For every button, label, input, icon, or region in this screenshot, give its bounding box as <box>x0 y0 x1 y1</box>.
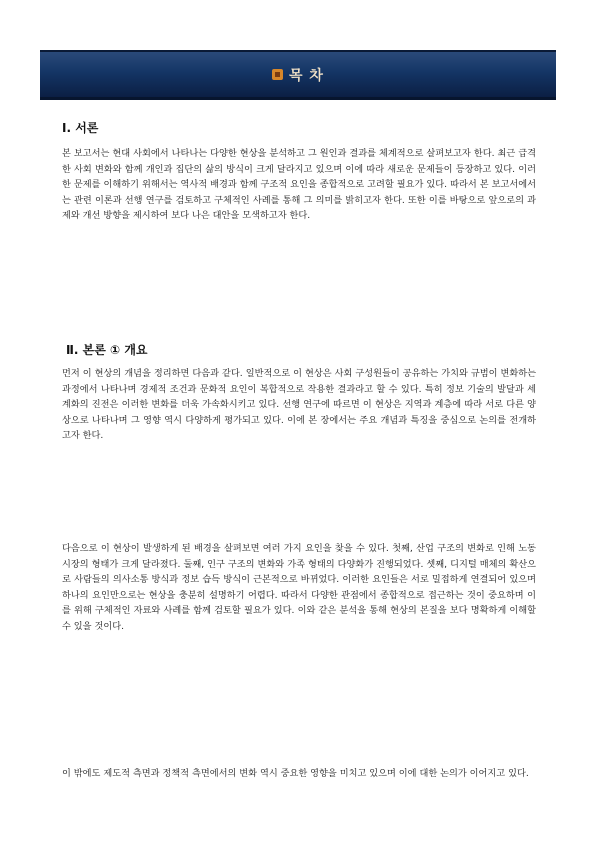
title-banner <box>40 50 556 100</box>
paragraph-body-2: 다음으로 이 현상이 발생하게 된 배경을 살펴보면 여러 가지 요인을 찾을 수 있다. 첫째, 산업 구조의 변화로 인해 노동 시장의 형태가 크게 달라졌다. 둘째, 인구 구조의 변화와 가족 형태의 다양화가 진행되었다. 셋째, 디지털 매체의 확산으로 사람들의 의사소통 방식과 정보 습득 방식이 근본적으로 바뀌었다. 이러한 요인들은 서로 밀접하게 연결되어 있으며 하나의 요인만으로는 현상을 충분히 설명하기 어렵다. 따라서 다양한 관점에서 종합적으로 접근하는 것이 중요하며 이를 위해 구체적인 자료와 사례를 함께 검토할 필요가 있다. 이와 같은 분석을 통해 현상의 본질을 보다 명확하게 이해할 수 있을 것이다. <box>62 543 536 632</box>
paragraph-body-1: 먼저 이 현상의 개념을 정리하면 다음과 같다. 일반적으로 이 현상은 사회 구성원들이 공유하는 가치와 규범이 변화하는 과정에서 나타나며 경제적 조건과 문화적 요인이 복합적으로 작용한 결과라고 할 수 있다. 특히 정보 기술의 발달과 세계화의 진전은 이러한 변화를 더욱 가속화시키고 있다. 선행 연구에 따르면 이 현상은 지역과 계층에 따라 서로 다른 양상으로 나타나며 그 영향 역시 다양하게 평가되고 있다. 이에 본 장에서는 주요 개념과 특징을 중심으로 논의를 전개하고자 한다. <box>62 368 536 441</box>
paragraph-body-3: 이 밖에도 제도적 측면과 정책적 측면에서의 변화 역시 중요한 영향을 미치고 있으며 이에 대한 논의가 이어지고 있다. <box>62 768 529 779</box>
banner-content <box>272 65 324 85</box>
document-bullet-icon <box>272 69 283 80</box>
paragraph-introduction: 본 보고서는 현대 사회에서 나타나는 다양한 현상을 분석하고 그 원인과 결과를 체계적으로 살펴보고자 한다. 최근 급격한 사회 변화와 함께 개인과 집단의 삶의 방식이 크게 달라지고 있으며 이에 따라 새로운 문제들이 등장하고 있다. 이러한 문제를 이해하기 위해서는 역사적 배경과 함께 구조적 요인을 종합적으로 고려할 필요가 있다. 따라서 본 보고서에서는 관련 이론과 선행 연구를 검토하고 구체적인 사례를 통해 그 의미를 밝히고자 한다. 또한 이를 바탕으로 앞으로의 과제와 개선 방향을 제시하여 보다 나은 대안을 모색하고자 한다. <box>62 148 536 221</box>
page-title: 목 차 <box>289 67 324 84</box>
section-heading-introduction: Ⅰ. 서론 <box>62 121 99 135</box>
section-heading-body: Ⅱ. 본론 ① 개요 <box>66 343 148 357</box>
